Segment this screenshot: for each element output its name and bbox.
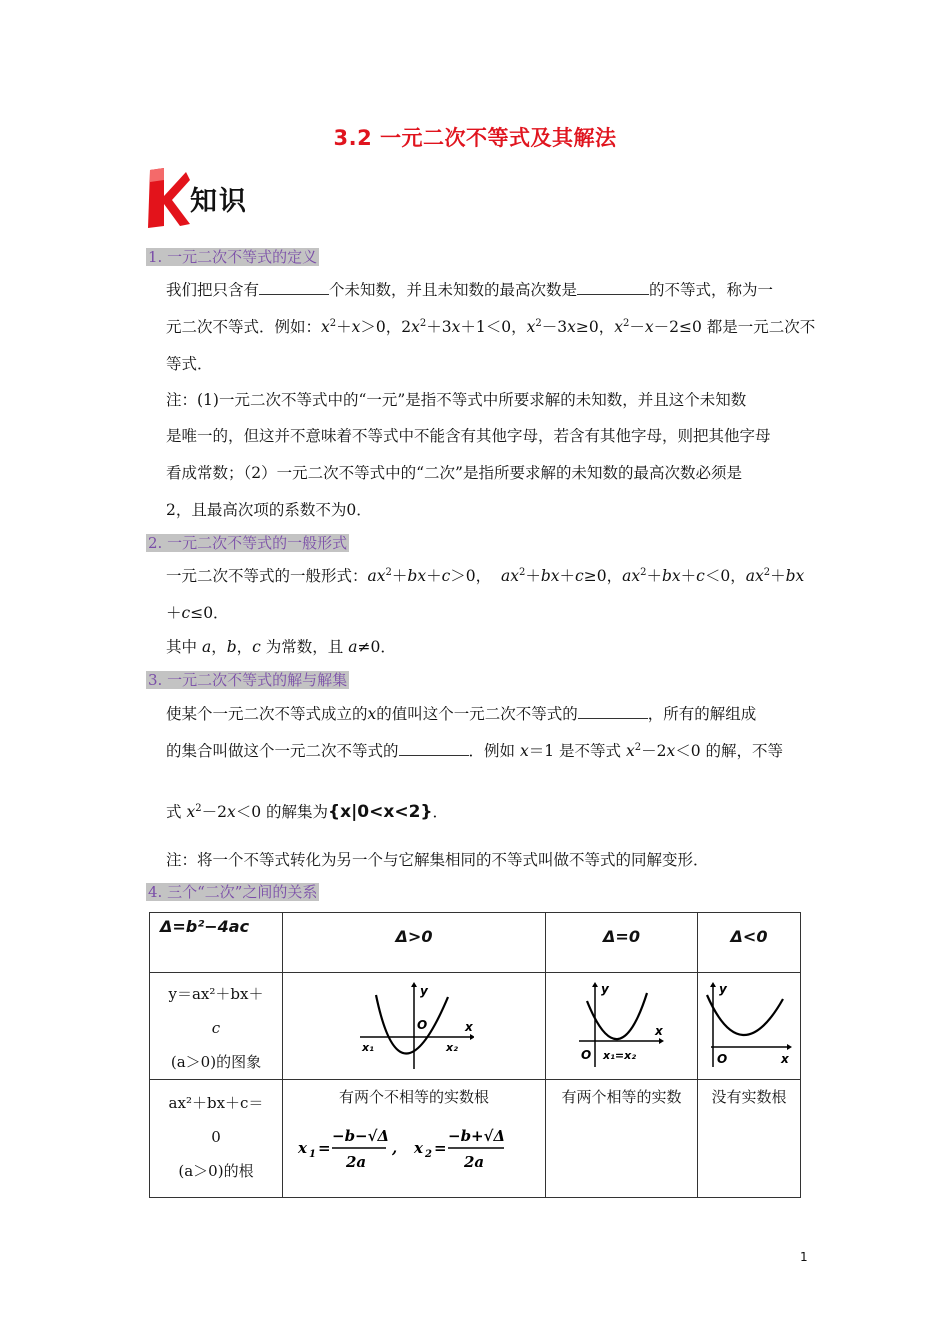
- s2-line3: 其中 a，b，c 为常数，且 a≠0．: [166, 638, 396, 656]
- header-delta-zero: [546, 913, 698, 973]
- text: [150, 1086, 282, 1188]
- svg-text:1: 1: [309, 1149, 316, 1160]
- header-delta-negative: [698, 913, 801, 973]
- text: x₁: [362, 1041, 374, 1054]
- svg-text:−b+√Δ: −b+√Δ: [448, 1127, 506, 1145]
- relation-table: [149, 912, 801, 1198]
- s3-note: 注：将一个不等式转化为另一个与它解集相同的不等式叫做不等式的同解变形．: [166, 851, 709, 869]
- blank-field: [259, 280, 329, 295]
- text: 个未知数，并且未知数的最高次数是: [329, 281, 578, 299]
- roots-delta-zero: [546, 1080, 698, 1198]
- text: ax²＋bx＋c＝: [168, 1094, 264, 1112]
- roots-row-label: [150, 1080, 283, 1198]
- roots-formula-icon: [294, 1121, 534, 1177]
- text: 的解，不等: [705, 742, 784, 760]
- text: 的不等式，称为一: [649, 281, 774, 299]
- text: Δ=b²−4ac: [160, 917, 250, 936]
- text: 是不等式: [559, 742, 622, 760]
- table-header-row: [150, 913, 801, 973]
- page-number: 1: [800, 1250, 808, 1264]
- svg-text:x: x: [414, 1139, 423, 1157]
- text: c: [211, 1019, 221, 1037]
- text: (a＞0)的根: [178, 1162, 254, 1180]
- blank-field: [578, 704, 648, 719]
- section-heading-1: 1. 一元二次不等式的定义: [148, 248, 318, 266]
- text: y: [600, 982, 609, 996]
- s3-line1: 使某个一元二次不等式成立的x的值叫这个一元二次不等式的 ，所有的解组成: [166, 705, 757, 723]
- s1-note4: 2，且最高次项的系数不为0．: [166, 501, 372, 519]
- text: 使某个一元二次不等式成立的: [166, 705, 368, 723]
- graph-delta-positive: [283, 973, 546, 1080]
- text: x: [465, 1020, 473, 1034]
- section-heading-3: 3. 一元二次不等式的解与解集: [148, 671, 348, 689]
- k-logo-icon: [146, 166, 190, 228]
- text: [150, 977, 282, 1079]
- text: 的解集为: [266, 803, 329, 821]
- text: 有两个相等的实数: [561, 1088, 682, 1106]
- s1-line1: [166, 280, 773, 300]
- text: O: [417, 1018, 428, 1032]
- svg-text:,: ,: [392, 1139, 398, 1157]
- text: ≤0．: [190, 604, 229, 622]
- knowledge-logo: [146, 166, 266, 228]
- text: x₁=x₂: [602, 1049, 636, 1062]
- text: ，所有的解组成: [647, 705, 757, 723]
- text: x: [654, 1024, 663, 1038]
- s1-line3: 等式．: [166, 355, 213, 373]
- text: Δ=0: [603, 927, 640, 946]
- text: y: [420, 984, 428, 998]
- table-row-graph: [150, 973, 801, 1080]
- text: O: [717, 1052, 728, 1066]
- s1-note2: 是唯一的，但这并不意味着不等式中不能含有其他字母，若含有其他字母，则把其他字母: [166, 427, 771, 445]
- section-heading-2: 2. 一元二次不等式的一般形式: [148, 534, 348, 552]
- text: 的值叫这个一元二次不等式的: [376, 705, 578, 723]
- text: 的集合叫做这个一元二次不等式的: [166, 742, 399, 760]
- text: 都是一元二次不: [706, 318, 816, 336]
- text: 没有实数根: [711, 1088, 787, 1106]
- text: ．例如: [468, 742, 516, 760]
- table-row-roots: [150, 1080, 801, 1198]
- text: 式: [166, 803, 182, 821]
- graph-delta-zero: [546, 973, 698, 1080]
- s1-note1: 注：(1)一元二次不等式中的“一元”是指不等式中所要求解的未知数，并且这个未知数: [166, 391, 747, 409]
- text: 为常数，且: [265, 638, 344, 656]
- roots-delta-negative: [698, 1080, 801, 1198]
- s3-line3: 式 $x^2-2x<0$ 的解集为{x|0<x<2}．: [166, 802, 449, 822]
- text: x: [781, 1052, 789, 1066]
- s2-line1: 一元二次不等式的一般形式：$ax^2+bx+c>0$， $ax^2+bx+c\ge 0$，$ax^2+bx+c<0$，$ax^2+bx$: [166, 566, 805, 585]
- blank-field: [399, 741, 469, 756]
- text: Δ<0: [730, 927, 768, 946]
- text: 我们把只含有: [166, 281, 260, 299]
- s2-line2: ＋c≤0．: [166, 604, 229, 622]
- header-delta-positive: [283, 913, 546, 973]
- graph-delta-negative: [698, 973, 801, 1080]
- section-heading-4: 4. 三个“二次”之间的关系: [148, 883, 318, 901]
- svg-text:=: =: [434, 1139, 447, 1157]
- parabola-two-roots-icon: [354, 981, 474, 1071]
- text: x₂: [446, 1041, 458, 1054]
- text: 元二次不等式．例如：: [166, 318, 322, 336]
- header-discriminant: [150, 913, 283, 973]
- text: Δ>0: [395, 927, 433, 946]
- text: 一元二次不等式的一般形式：: [166, 567, 368, 585]
- s3-line2: 的集合叫做这个一元二次不等式的 ．例如 x＝1 是不等式 $x^2-2x<0$ 的解，不等: [166, 741, 784, 760]
- svg-text:2a: 2a: [346, 1153, 367, 1171]
- text: y: [719, 982, 727, 996]
- graph-row-label: [150, 973, 283, 1080]
- blank-field: [577, 280, 649, 295]
- svg-text:2a: 2a: [464, 1153, 485, 1171]
- roots-delta-positive: [283, 1080, 546, 1198]
- text: O: [580, 1048, 591, 1062]
- parabola-one-root-icon: [577, 981, 667, 1071]
- text: y＝ax²＋bx＋: [168, 985, 264, 1003]
- text: 0: [211, 1128, 221, 1146]
- svg-text:−b−√Δ: −b−√Δ: [332, 1127, 390, 1145]
- text: 其中: [166, 638, 198, 656]
- svg-text:=: =: [318, 1139, 331, 1157]
- svg-text:2: 2: [425, 1149, 432, 1160]
- text: 有两个不相等的实数根: [338, 1088, 489, 1106]
- page-title: 3.2 一元二次不等式及其解法: [333, 126, 617, 150]
- s1-note3: 看成常数；（2）一元二次不等式中的“二次”是指所要求解的未知数的最高次数必须是: [166, 464, 742, 482]
- s1-line2: 元二次不等式．例如：$x^2+x>0$，$2x^2+3x+1<0$，$x^2-3x\ge 0$，$x^2-x-2\le 0$ 都是一元二次不: [166, 317, 816, 336]
- logo-word: 知识: [190, 186, 248, 217]
- solution-set: {x|0<x<2}: [328, 802, 433, 822]
- parabola-no-root-icon: [701, 981, 797, 1071]
- svg-text:x: x: [298, 1139, 307, 1157]
- text: (a＞0)的图象: [170, 1053, 262, 1071]
